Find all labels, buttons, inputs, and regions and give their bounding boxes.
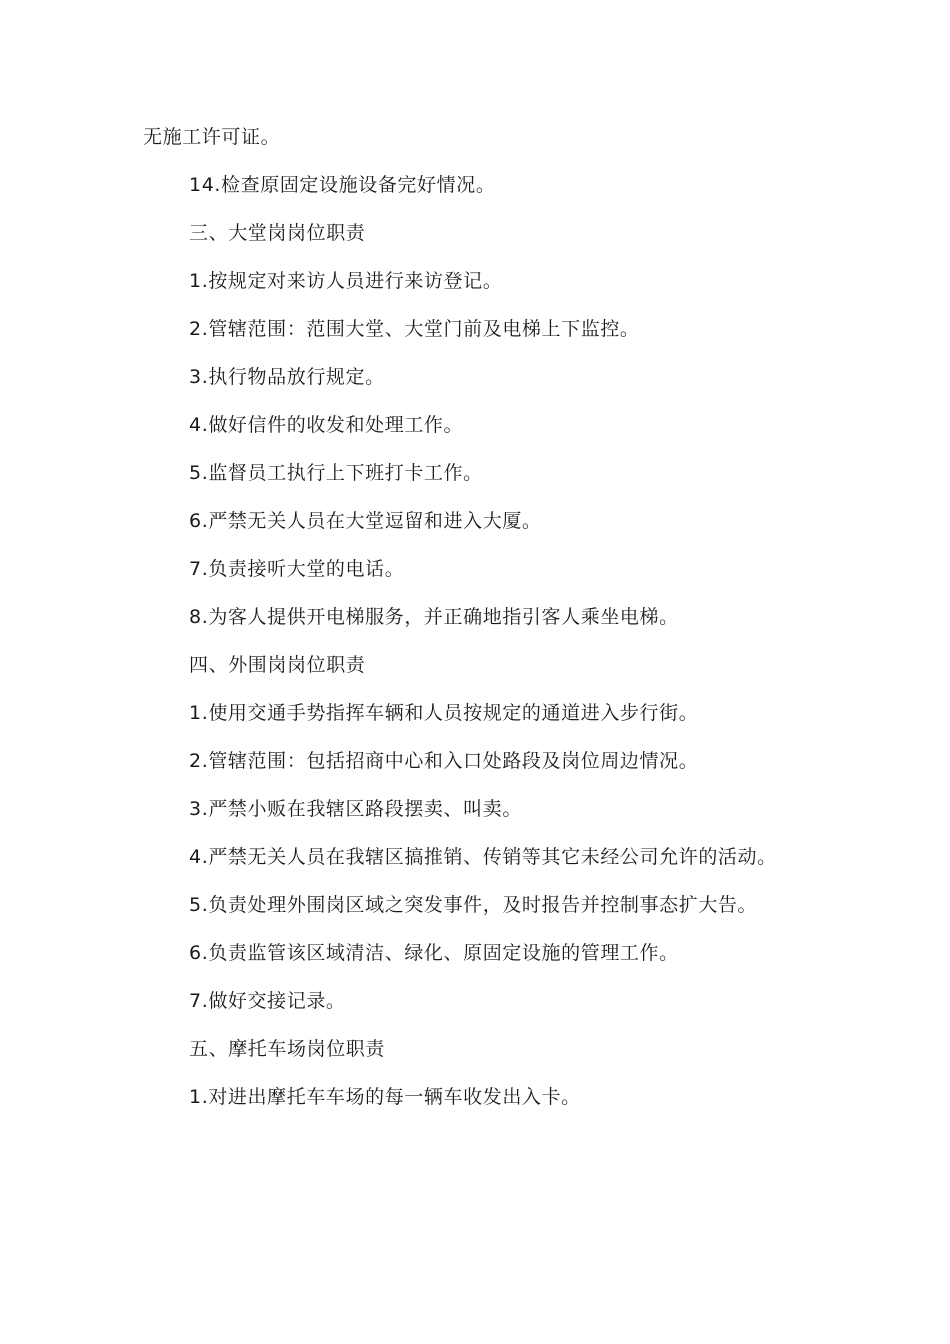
paragraph: 1.使用交通手势指挥车辆和人员按规定的通道进入步行街。 <box>189 702 699 724</box>
paragraph: 7.负责接听大堂的电话。 <box>189 558 405 580</box>
paragraph: 4.严禁无关人员在我辖区搞推销、传销等其它未经公司允许的活动。 <box>189 846 777 868</box>
section-heading: 四、外围岗岗位职责 <box>189 654 366 676</box>
paragraph: 5.监督员工执行上下班打卡工作。 <box>189 462 483 484</box>
paragraph: 3.严禁小贩在我辖区路段摆卖、叫卖。 <box>189 798 522 820</box>
paragraph: 1.按规定对来访人员进行来访登记。 <box>189 270 503 292</box>
paragraph: 1.对进出摩托车车场的每一辆车收发出入卡。 <box>189 1086 581 1108</box>
paragraph: 14.检查原固定设施设备完好情况。 <box>189 174 496 196</box>
paragraph: 7.做好交接记录。 <box>189 990 346 1012</box>
paragraph: 无施工许可证。 <box>143 126 281 148</box>
section-heading: 五、摩托车场岗位职责 <box>189 1038 386 1060</box>
paragraph: 2.管辖范围：范围大堂、大堂门前及电梯上下监控。 <box>189 318 640 340</box>
paragraph: 8.为客人提供开电梯服务，并正确地指引客人乘坐电梯。 <box>189 606 679 628</box>
paragraph: 6.负责监管该区域清洁、绿化、原固定设施的管理工作。 <box>189 942 679 964</box>
paragraph: 6.严禁无关人员在大堂逗留和进入大厦。 <box>189 510 542 532</box>
paragraph: 2.管辖范围：包括招商中心和入口处路段及岗位周边情况。 <box>189 750 699 772</box>
paragraph: 4.做好信件的收发和处理工作。 <box>189 414 464 436</box>
paragraph: 3.执行物品放行规定。 <box>189 366 385 388</box>
paragraph: 5.负责处理外围岗区域之突发事件，及时报告并控制事态扩大告。 <box>189 894 758 916</box>
section-heading: 三、大堂岗岗位职责 <box>189 222 366 244</box>
document-body <box>143 113 808 1121</box>
